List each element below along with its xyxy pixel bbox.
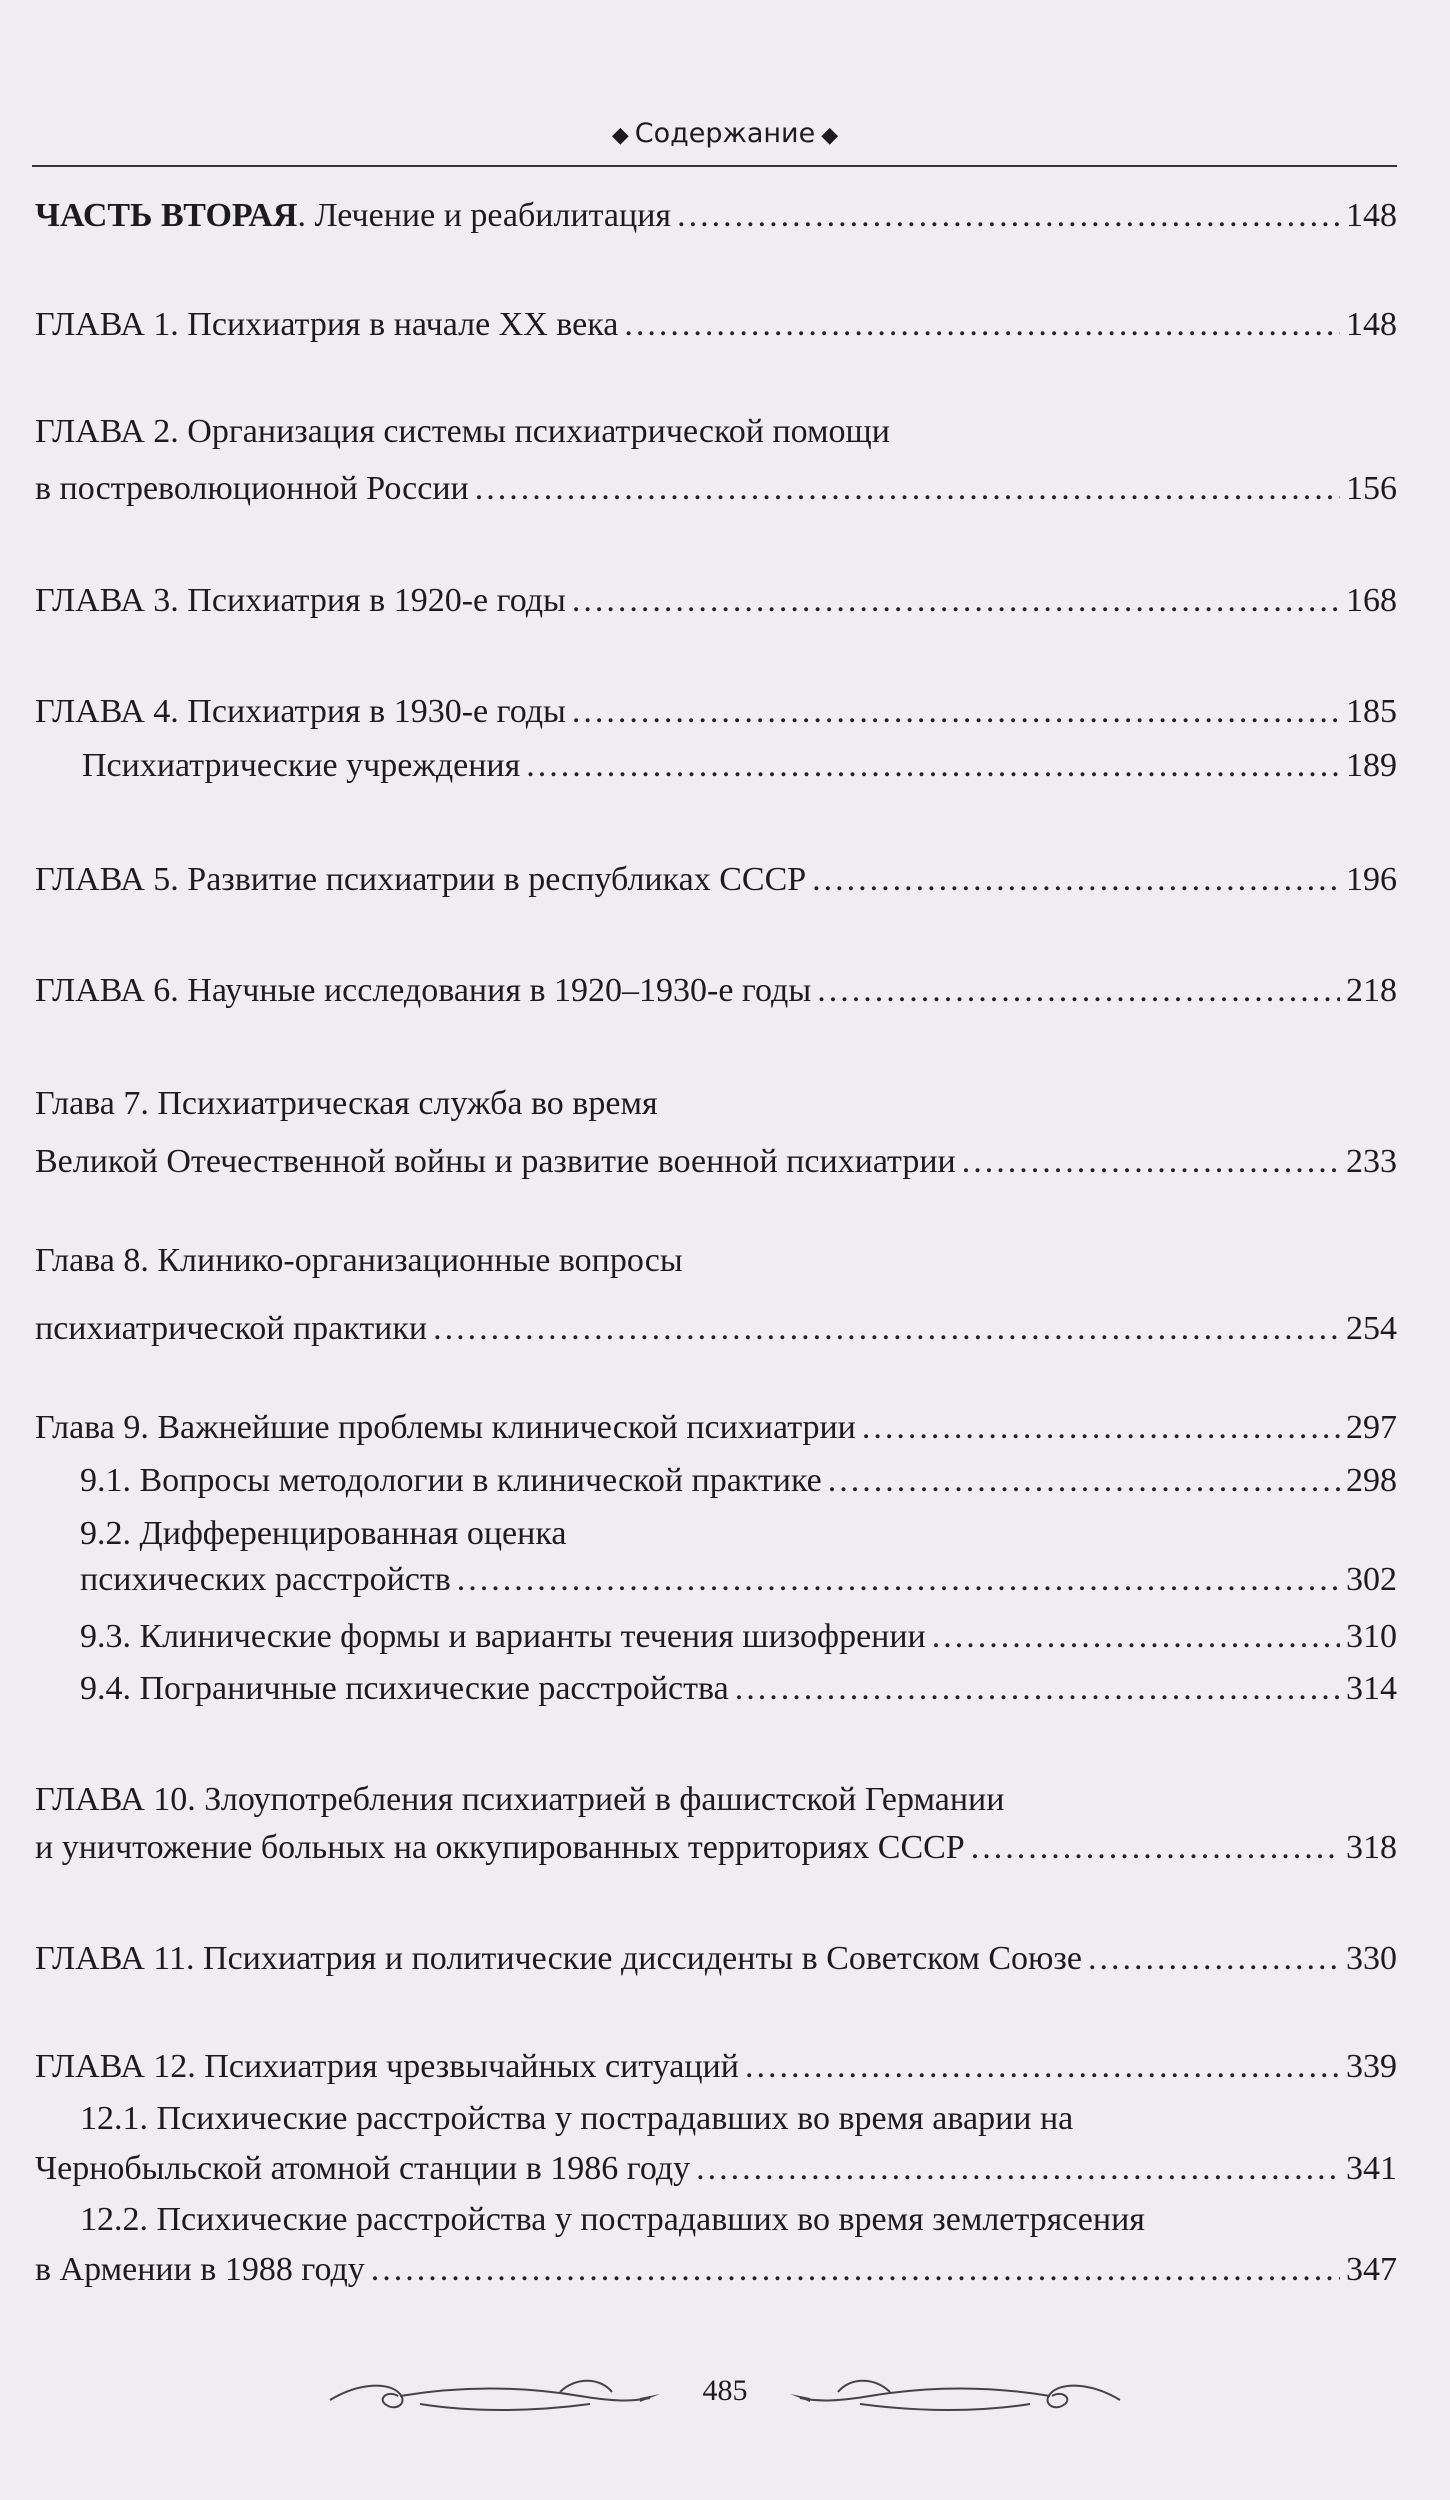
entry-title: психических расстройств [80,1561,451,1598]
leader-dots [457,1557,1340,1603]
toc-entry [35,857,1397,903]
leader-dots [812,857,1340,903]
diamond-left-icon: ◆ [611,123,629,148]
page-number: 196 [1346,861,1397,898]
leader-dots [862,1405,1340,1451]
entry-title: Глава 9. Важнейшие проблемы клинической психиатрии [35,1409,856,1446]
entry-title: Чернобыльской атомной станции в 1986 году [35,2150,691,2187]
entry-title-line: 12.2. Психические расстройства у пострадавших во время землетрясения [80,2201,1145,2238]
toc-entry [35,2146,1397,2192]
entry-title-line: ГЛАВА 10. Злоупотребления психиатрией в фашистской Германии [35,1781,1005,1818]
entry-title: ГЛАВА 3. Психиатрия в 1920-е годы [35,582,566,619]
entry-title: Великой Отечественной войны и развитие военной психиатрии [35,1143,956,1180]
entry-title: 9.4. Пограничные психические расстройства [80,1670,729,1707]
entry-title: ГЛАВА 5. Развитие психиатрии в республиках СССР [35,861,807,898]
entry-title: и уничтожение больных на оккупированных территориях СССР [35,1829,965,1866]
toc-entry [35,466,1397,512]
leader-dots [696,2146,1340,2192]
leader-dots [1088,1936,1340,1982]
toc-entry [35,1139,1397,1185]
part-title-rest: . Лечение и реабилитация [297,197,672,234]
leader-dots [624,302,1340,348]
toc-entry [82,743,1397,789]
leader-dots [526,743,1340,789]
entry-title: 9.1. Вопросы методологии в клинической практике [80,1462,822,1499]
page-number: 339 [1346,2048,1397,2085]
leader-dots [971,1825,1340,1871]
toc-entry [35,1306,1397,1352]
toc-entry [35,302,1397,348]
leader-dots [371,2247,1340,2293]
header-title: Содержание [634,118,816,149]
page-number: 297 [1346,1409,1397,1446]
toc-entry [35,578,1397,624]
leader-dots [962,1139,1340,1185]
page-number: 148 [1346,197,1397,234]
toc-entry [35,2044,1397,2090]
leader-dots [745,2044,1340,2090]
toc-entry [80,1614,1397,1660]
toc-entry [35,968,1397,1014]
toc-entry [35,2247,1397,2293]
page-number: 148 [1346,306,1397,343]
page-number: 233 [1346,1143,1397,1180]
entry-title-line: Глава 8. Клинико-организационные вопросы [35,1242,683,1279]
entry-title: в Армении в 1988 году [35,2251,365,2288]
page-number: 254 [1346,1310,1397,1347]
toc-entry [80,1458,1397,1504]
entry-title: психиатрической практики [35,1310,428,1347]
page-number: 189 [1346,747,1397,784]
page-number: 318 [1346,1829,1397,1866]
leader-dots [475,466,1340,512]
leader-dots [932,1614,1340,1660]
entry-title-line: ГЛАВА 2. Организация системы психиатрической помощи [35,413,890,450]
header-rule [32,165,1397,167]
page-number: 185 [1346,693,1397,730]
leader-dots [572,578,1340,624]
toc-part-heading [35,193,1397,239]
part-title-bold: ЧАСТЬ ВТОРАЯ [35,197,298,234]
leader-dots [677,193,1340,239]
entry-title: ГЛАВА 1. Психиатрия в начале XX века [35,306,619,343]
diamond-right-icon: ◆ [821,123,839,148]
entry-title: 9.3. Клинические формы и варианты течения шизофрении [80,1618,926,1655]
toc-entry [80,1557,1397,1603]
leader-dots [817,968,1340,1014]
toc-entry [35,1936,1397,1982]
toc-entry [35,1405,1397,1451]
toc-entry [80,1666,1397,1712]
entry-title-line: 12.1. Психические расстройства у пострадавших во время аварии на [80,2100,1074,2137]
leader-dots [735,1666,1340,1712]
page-number: 330 [1346,1940,1397,1977]
leader-dots [828,1458,1340,1504]
page-number: 302 [1346,1561,1397,1598]
entry-title: Психиатрические учреждения [82,747,521,784]
page-number: 347 [1346,2251,1397,2288]
entry-title: ГЛАВА 11. Психиатрия и политические диссиденты в Советском Союзе [35,1940,1082,1977]
running-header [0,118,1450,149]
leader-dots [433,1306,1340,1352]
entry-title-line: 9.2. Дифференцированная оценка [80,1515,567,1552]
entry-title: ГЛАВА 6. Научные исследования в 1920–1930-е годы [35,972,812,1009]
entry-title: ГЛАВА 4. Психиатрия в 1930-е годы [35,693,566,730]
page-number: 156 [1346,470,1397,507]
page-number: 314 [1346,1670,1397,1707]
page-number-footer: 485 [702,2374,748,2407]
page-number: 168 [1346,582,1397,619]
page-number: 310 [1346,1618,1397,1655]
page-footer [0,2352,1450,2432]
entry-title: ГЛАВА 12. Психиатрия чрезвычайных ситуаций [35,2048,739,2085]
toc-entry [35,1825,1397,1871]
entry-title-line: Глава 7. Психиатрическая служба во время [35,1085,658,1122]
page-number: 298 [1346,1462,1397,1499]
page-number: 341 [1346,2150,1397,2187]
toc-entry [35,689,1397,735]
entry-title: в постреволюционной России [35,470,469,507]
leader-dots [572,689,1340,735]
page-number: 218 [1346,972,1397,1009]
